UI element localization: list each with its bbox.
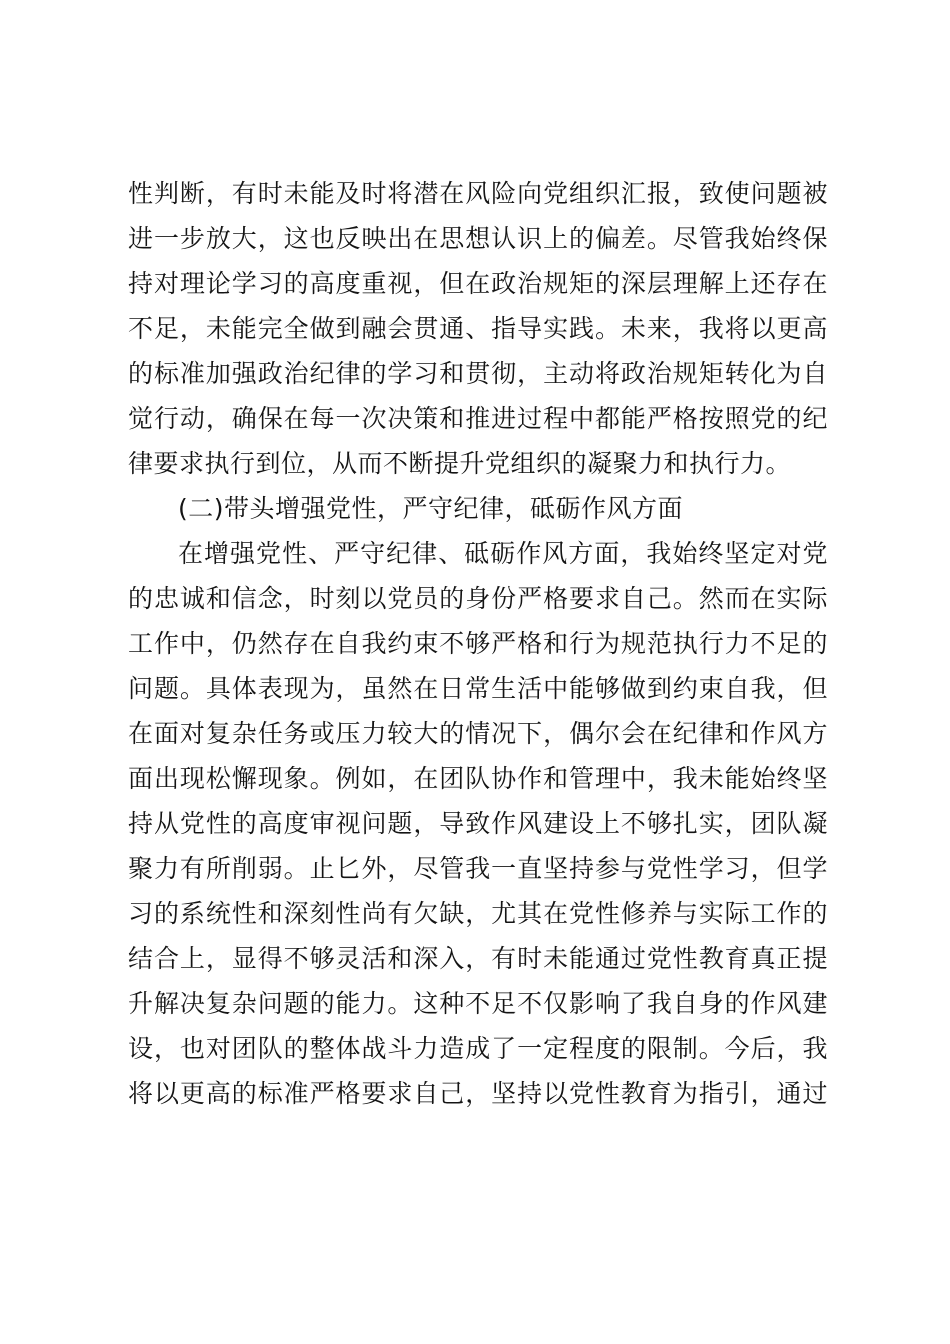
body-text (128, 171, 828, 1116)
text-line: 的标准加强政治纪律的学习和贯彻，主动将政治规矩转化为自 (128, 359, 828, 388)
section-heading: (二)带头增强党性，严守纪律，砥砺作风方面 (178, 494, 684, 523)
text-line: 面出现松懈现象。例如，在团队协作和管理中，我未能始终坚 (128, 764, 828, 793)
text-line: 结合上，显得不够灵活和深入，有时未能通过党性教育真正提 (128, 944, 828, 973)
paragraph-2 (128, 531, 828, 1116)
text-line: 持从党性的高度审视问题，导致作风建设上不够扎实，团队凝 (128, 809, 828, 838)
text-line: 聚力有所削弱。止匕外，尽管我一直坚持参与党性学习，但学 (128, 854, 828, 883)
text-line: 律要求执行到位，从而不断提升党组织的凝聚力和执行力。 (128, 449, 792, 478)
text-line: 将以更高的标准严格要求自己，坚持以党性教育为指引，通过 (128, 1079, 828, 1108)
text-line: 进一步放大，这也反映出在思想认识上的偏差。尽管我始终保 (128, 224, 828, 253)
section-heading-2 (128, 486, 828, 531)
text-line: 不足，未能完全做到融会贯通、指导实践。未来，我将以更高 (128, 314, 828, 343)
text-line: 习的系统性和深刻性尚有欠缺，尤其在党性修养与实际工作的 (128, 899, 828, 928)
text-line: 的忠诚和信念，时刻以党员的身份严格要求自己。然而在实际 (128, 584, 828, 613)
text-line: 持对理论学习的高度重视，但在政治规矩的深层理解上还存在 (128, 269, 828, 298)
text-line: 在增强党性、严守纪律、砥砺作风方面，我始终坚定对党 (178, 539, 828, 568)
paragraph-1 (128, 171, 828, 486)
text-line: 问题。具体表现为，虽然在日常生活中能够做到约束自我，但 (128, 674, 828, 703)
text-line: 工作中，仍然存在自我约束不够严格和行为规范执行力不足的 (128, 629, 828, 658)
text-line: 升解决复杂问题的能力。这种不足不仅影响了我自身的作风建 (128, 989, 828, 1018)
text-line: 觉行动，确保在每一次决策和推进过程中都能严格按照党的纪 (128, 404, 828, 433)
text-line: 设，也对团队的整体战斗力造成了一定程度的限制。今后，我 (128, 1034, 828, 1063)
text-line: 性判断，有时未能及时将潜在风险向党组织汇报，致使问题被 (128, 179, 828, 208)
text-line: 在面对复杂任务或压力较大的情况下，偶尔会在纪律和作风方 (128, 719, 828, 748)
